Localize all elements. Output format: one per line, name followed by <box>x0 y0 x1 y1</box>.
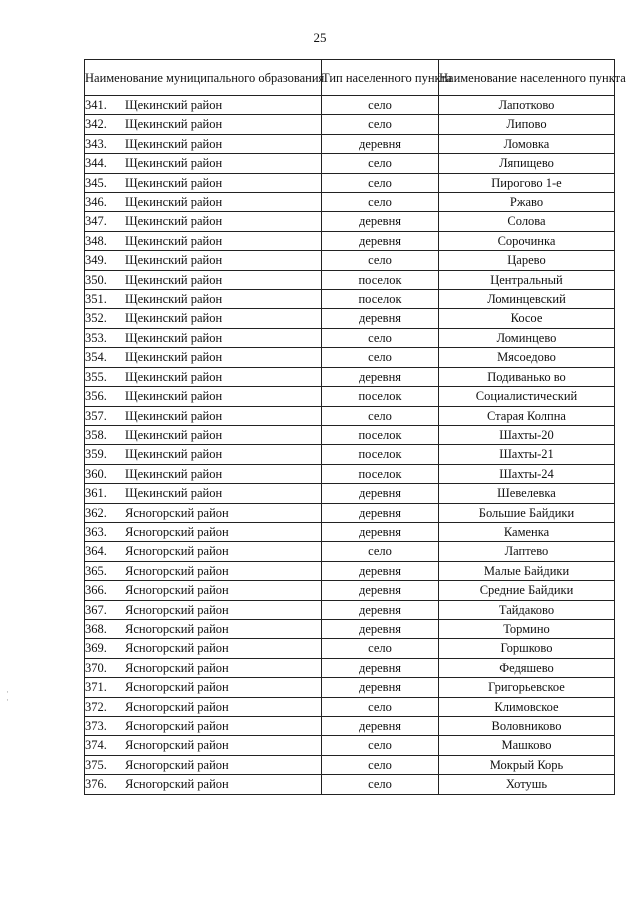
table-row <box>85 290 615 309</box>
cell-municipality <box>85 251 322 270</box>
cell-municipality <box>85 328 322 347</box>
row-number: 367. <box>85 602 107 617</box>
cell-settlement-name: Большие Байдики <box>439 503 615 522</box>
municipality-name: Щекинский район <box>125 486 223 501</box>
row-number: 356. <box>85 389 107 404</box>
cell-settlement-type: село <box>322 348 439 367</box>
cell-settlement-name: Ляпищево <box>439 154 615 173</box>
municipality-name: Ясногорский район <box>125 583 229 598</box>
cell-settlement-type: село <box>322 115 439 134</box>
cell-municipality <box>85 96 322 115</box>
row-number: 344. <box>85 156 107 171</box>
municipality-name: Щекинский район <box>125 292 223 307</box>
row-number: 350. <box>85 272 107 287</box>
cell-settlement-name: Воловниково <box>439 717 615 736</box>
row-number: 376. <box>85 777 107 792</box>
cell-settlement-name: Шахты-20 <box>439 425 615 444</box>
cell-settlement-name: Климовское <box>439 697 615 716</box>
cell-settlement-name: Лапотково <box>439 96 615 115</box>
cell-settlement-type: поселок <box>322 290 439 309</box>
municipality-name: Щекинский район <box>125 117 223 132</box>
cell-settlement-type: село <box>322 697 439 716</box>
cell-municipality <box>85 348 322 367</box>
table-row <box>85 775 615 794</box>
cell-settlement-name: Сорочинка <box>439 231 615 250</box>
municipality-name: Щекинский район <box>125 369 223 384</box>
page-number: 25 <box>313 30 327 45</box>
cell-settlement-type: деревня <box>322 581 439 600</box>
cell-municipality <box>85 290 322 309</box>
cell-settlement-type: деревня <box>322 231 439 250</box>
municipality-name: Ясногорский район <box>125 738 229 753</box>
cell-settlement-type: поселок <box>322 445 439 464</box>
table-row <box>85 212 615 231</box>
cell-settlement-type: село <box>322 328 439 347</box>
row-number: 375. <box>85 757 107 772</box>
municipality-name: Щекинский район <box>125 233 223 248</box>
cell-municipality <box>85 755 322 774</box>
cell-municipality <box>85 173 322 192</box>
cell-settlement-name: Машково <box>439 736 615 755</box>
row-number: 348. <box>85 233 107 248</box>
cell-municipality <box>85 387 322 406</box>
table-row <box>85 697 615 716</box>
row-number: 347. <box>85 214 107 229</box>
table-row <box>85 445 615 464</box>
cell-municipality <box>85 717 322 736</box>
row-number: 372. <box>85 699 107 714</box>
cell-settlement-type: село <box>322 755 439 774</box>
table-row <box>85 717 615 736</box>
row-number: 369. <box>85 641 107 656</box>
header-settlement-type: Тип населенного пункта <box>322 60 439 96</box>
row-number: 342. <box>85 117 107 132</box>
cell-settlement-type: село <box>322 193 439 212</box>
cell-municipality <box>85 406 322 425</box>
row-number: 358. <box>85 427 107 442</box>
cell-municipality <box>85 561 322 580</box>
cell-municipality <box>85 134 322 153</box>
row-number: 373. <box>85 719 107 733</box>
cell-municipality <box>85 445 322 464</box>
table-row <box>85 678 615 697</box>
row-number: 359. <box>85 447 107 462</box>
municipality-name: Ясногорский район <box>125 680 229 695</box>
cell-settlement-name: Тайдаково <box>439 600 615 619</box>
cell-settlement-type: деревня <box>322 134 439 153</box>
cell-settlement-type: село <box>322 173 439 192</box>
cell-settlement-name: Подиванько во <box>439 367 615 386</box>
table-row <box>85 425 615 444</box>
cell-settlement-name: Ржаво <box>439 193 615 212</box>
row-number: 341. <box>85 98 107 112</box>
cell-settlement-name: Ломинцевский <box>439 290 615 309</box>
row-number: 349. <box>85 253 107 268</box>
row-number: 354. <box>85 350 107 365</box>
municipality-name: Ясногорский район <box>125 621 229 636</box>
table-row <box>85 348 615 367</box>
table-row <box>85 755 615 774</box>
cell-municipality <box>85 484 322 503</box>
cell-settlement-type: деревня <box>322 309 439 328</box>
row-number: 366. <box>85 583 107 598</box>
cell-settlement-type: деревня <box>322 367 439 386</box>
cell-municipality <box>85 154 322 173</box>
table-row <box>85 251 615 270</box>
row-number: 352. <box>85 311 107 326</box>
cell-settlement-name: Шахты-21 <box>439 445 615 464</box>
row-number: 346. <box>85 195 107 210</box>
cell-settlement-name: Липово <box>439 115 615 134</box>
cell-municipality <box>85 425 322 444</box>
table-row <box>85 658 615 677</box>
row-number: 345. <box>85 175 107 190</box>
table-row <box>85 619 615 638</box>
row-number: 362. <box>85 505 107 520</box>
cell-settlement-name: Федяшево <box>439 658 615 677</box>
row-number: 374. <box>85 738 107 753</box>
scan-edge-mark: · · <box>6 687 9 705</box>
row-number: 363. <box>85 524 107 539</box>
cell-municipality <box>85 697 322 716</box>
cell-municipality <box>85 367 322 386</box>
cell-settlement-type: деревня <box>322 212 439 231</box>
cell-settlement-type: деревня <box>322 484 439 503</box>
cell-settlement-type: село <box>322 154 439 173</box>
municipality-name: Ясногорский район <box>125 524 229 539</box>
municipality-name: Щекинский район <box>125 136 223 151</box>
municipality-name: Ясногорский район <box>125 777 229 792</box>
municipality-name: Щекинский район <box>125 311 223 326</box>
municipality-name: Ясногорский район <box>125 544 229 559</box>
cell-settlement-type: деревня <box>322 561 439 580</box>
cell-settlement-type: деревня <box>322 522 439 541</box>
cell-municipality <box>85 115 322 134</box>
cell-municipality <box>85 658 322 677</box>
row-number: 364. <box>85 544 107 559</box>
table-row <box>85 193 615 212</box>
cell-settlement-name: Мокрый Корь <box>439 755 615 774</box>
cell-municipality <box>85 522 322 541</box>
table-row <box>85 503 615 522</box>
table-row <box>85 639 615 658</box>
table-row <box>85 367 615 386</box>
municipality-name: Ясногорский район <box>125 641 229 656</box>
cell-settlement-name: Шевелевка <box>439 484 615 503</box>
municipality-name: Щекинский район <box>125 350 223 365</box>
cell-settlement-type: село <box>322 406 439 425</box>
table-row <box>85 542 615 561</box>
cell-municipality <box>85 212 322 231</box>
cell-municipality <box>85 639 322 658</box>
table-row <box>85 387 615 406</box>
cell-settlement-name: Пирогово 1-е <box>439 173 615 192</box>
municipality-name: Ясногорский район <box>125 602 229 617</box>
table-row <box>85 96 615 115</box>
cell-municipality <box>85 678 322 697</box>
cell-settlement-type: село <box>322 542 439 561</box>
municipality-name: Щекинский район <box>125 408 223 423</box>
municipality-name: Ясногорский район <box>125 505 229 520</box>
cell-municipality <box>85 619 322 638</box>
header-municipality: Наименование муниципального образования <box>85 60 322 96</box>
municipality-name: Щекинский район <box>125 195 223 210</box>
row-number: 361. <box>85 486 107 501</box>
cell-settlement-name: Старая Колпна <box>439 406 615 425</box>
cell-municipality <box>85 270 322 289</box>
cell-settlement-type: деревня <box>322 600 439 619</box>
table-row <box>85 600 615 619</box>
table-row <box>85 484 615 503</box>
municipality-name: Щекинский район <box>125 466 223 481</box>
row-number: 357. <box>85 408 107 423</box>
cell-municipality <box>85 581 322 600</box>
cell-municipality <box>85 542 322 561</box>
table-row <box>85 270 615 289</box>
municipality-name: Щекинский район <box>125 389 223 404</box>
cell-municipality <box>85 193 322 212</box>
table-row <box>85 464 615 483</box>
cell-settlement-type: деревня <box>322 658 439 677</box>
cell-municipality <box>85 775 322 794</box>
table-row <box>85 406 615 425</box>
municipality-name: Ясногорский район <box>125 699 229 714</box>
row-number: 365. <box>85 563 107 578</box>
municipality-name: Щекинский район <box>125 98 223 112</box>
cell-settlement-name: Малые Байдики <box>439 561 615 580</box>
table-row <box>85 561 615 580</box>
cell-municipality <box>85 600 322 619</box>
cell-settlement-name: Косое <box>439 309 615 328</box>
cell-settlement-name: Средние Байдики <box>439 581 615 600</box>
row-number: 343. <box>85 136 107 151</box>
table-row <box>85 581 615 600</box>
cell-settlement-type: село <box>322 251 439 270</box>
cell-municipality <box>85 309 322 328</box>
table-row <box>85 134 615 153</box>
table-body <box>85 96 615 795</box>
table-header-row <box>85 60 615 96</box>
municipality-name: Щекинский район <box>125 272 223 287</box>
row-number: 360. <box>85 466 107 481</box>
table-row <box>85 154 615 173</box>
cell-municipality <box>85 736 322 755</box>
table-row <box>85 736 615 755</box>
cell-settlement-type: поселок <box>322 464 439 483</box>
cell-settlement-type: деревня <box>322 503 439 522</box>
row-number: 353. <box>85 330 107 345</box>
settlements-table <box>84 59 626 795</box>
cell-settlement-name: Ломинцево <box>439 328 615 347</box>
cell-settlement-name: Солова <box>439 212 615 231</box>
cell-settlement-name: Хотушь <box>439 775 615 794</box>
cell-settlement-name: Григорьевское <box>439 678 615 697</box>
municipality-name: Щекинский район <box>125 427 223 442</box>
municipality-name: Щекинский район <box>125 175 223 190</box>
table-row <box>85 115 615 134</box>
cell-settlement-type: село <box>322 775 439 794</box>
cell-settlement-name: Ломовка <box>439 134 615 153</box>
municipality-name: Щекинский район <box>125 330 223 345</box>
table-row <box>85 173 615 192</box>
cell-settlement-type: село <box>322 96 439 115</box>
cell-municipality <box>85 464 322 483</box>
cell-settlement-name: Мясоедово <box>439 348 615 367</box>
table-row <box>85 309 615 328</box>
municipality-name: Щекинский район <box>125 156 223 171</box>
cell-settlement-type: деревня <box>322 619 439 638</box>
municipality-name: Щекинский район <box>125 447 223 462</box>
row-number: 355. <box>85 369 107 384</box>
municipality-name: Ясногорский район <box>125 563 229 578</box>
cell-municipality <box>85 503 322 522</box>
cell-settlement-name: Каменка <box>439 522 615 541</box>
cell-settlement-type: село <box>322 736 439 755</box>
cell-settlement-name: Тормино <box>439 619 615 638</box>
cell-settlement-type: деревня <box>322 678 439 697</box>
cell-settlement-name: Царево <box>439 251 615 270</box>
cell-settlement-name: Социалистический <box>439 387 615 406</box>
table-row <box>85 231 615 250</box>
table-row <box>85 328 615 347</box>
cell-settlement-type: деревня <box>322 717 439 736</box>
row-number: 368. <box>85 621 107 636</box>
cell-settlement-name: Горшково <box>439 639 615 658</box>
table-row <box>85 522 615 541</box>
cell-settlement-name: Лаптево <box>439 542 615 561</box>
municipality-name: Ясногорский район <box>125 660 229 675</box>
municipality-name: Щекинский район <box>125 253 223 268</box>
cell-settlement-name: Центральный <box>439 270 615 289</box>
municipality-name: Щекинский район <box>125 214 223 229</box>
cell-municipality <box>85 231 322 250</box>
row-number: 351. <box>85 292 107 307</box>
cell-settlement-type: поселок <box>322 270 439 289</box>
cell-settlement-type: село <box>322 639 439 658</box>
row-number: 370. <box>85 660 107 675</box>
cell-settlement-type: поселок <box>322 425 439 444</box>
cell-settlement-name: Шахты-24 <box>439 464 615 483</box>
row-number: 371. <box>85 680 107 695</box>
municipality-name: Ясногорский район <box>125 719 229 733</box>
cell-settlement-type: поселок <box>322 387 439 406</box>
header-settlement-name: Наименование населенного пункта <box>439 60 615 96</box>
municipality-name: Ясногорский район <box>125 757 229 772</box>
